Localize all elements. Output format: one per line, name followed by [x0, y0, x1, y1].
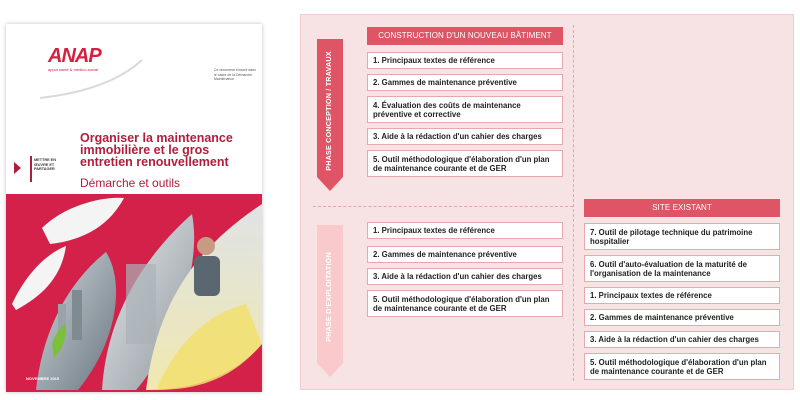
construction-header: CONSTRUCTION D'UN NOUVEAU BÂTIMENT — [367, 27, 563, 45]
existing-item-2[interactable]: 6. Outil d'auto-évaluation de la maturité de l'organisation de la maintenance — [584, 255, 780, 282]
construction-item-1[interactable]: 1. Principaux textes de référence — [367, 52, 563, 69]
logo-tagline: appui santé & médico-social — [48, 67, 99, 72]
phase-conception-label: PHASE CONCEPTION / TRAVAUX — [324, 51, 333, 171]
cover-title: Organiser la maintenance immobilière et le gros entretien renouvellement — [80, 131, 233, 169]
cover-photo-collage — [6, 194, 262, 392]
cover-date: NOVEMBRE 2015 — [26, 376, 60, 381]
logo-text: ANAP — [48, 45, 101, 67]
existing-item-3[interactable]: 1. Principaux textes de référence — [584, 287, 780, 304]
existing-item-6[interactable]: 5. Outil méthodologique d'élaboration d'un plan de maintenance courante et de GER — [584, 353, 780, 380]
side-marker — [6, 156, 32, 182]
construction-item-2[interactable]: 2. Gammes de maintenance préventive — [367, 74, 563, 91]
maintenance-diagram — [300, 14, 794, 390]
existing-item-1[interactable]: 7. Outil de pilotage technique du patrimoine hospitalier — [584, 223, 780, 250]
phase-exploitation-label: PHASE D'EXPLOITATION — [324, 252, 333, 342]
exploitation-item-3[interactable]: 3. Aide à la rédaction d'un cahier des charges — [367, 268, 563, 285]
exploitation-item-1[interactable]: 1. Principaux textes de référence — [367, 222, 563, 239]
construction-item-4[interactable]: 3. Aide à la rédaction d'un cahier des charges — [367, 128, 563, 145]
phase-divider — [313, 206, 573, 207]
exploitation-item-4[interactable]: 5. Outil méthodologique d'élaboration d'un plan de maintenance courante et de GER — [367, 290, 563, 317]
phase-exploitation-arrow — [317, 225, 343, 377]
construction-item-3[interactable]: 4. Évaluation des coûts de maintenance préventive et corrective — [367, 96, 563, 123]
existing-site-header: SITE EXISTANT — [584, 199, 780, 217]
arrow-right-icon — [14, 162, 21, 174]
logo-swoosh-icon — [36, 58, 146, 102]
document-cover[interactable] — [6, 24, 262, 392]
cover-subtitle: Démarche et outils — [80, 176, 181, 190]
construction-item-5[interactable]: 5. Outil méthodologique d'élaboration d'un plan de maintenance courante et de GER — [367, 150, 563, 177]
side-label: METTRE EN ŒUVRE ET PARTAGER — [34, 158, 56, 171]
existing-item-5[interactable]: 3. Aide à la rédaction d'un cahier des charges — [584, 331, 780, 348]
existing-item-4[interactable]: 2. Gammes de maintenance préventive — [584, 309, 780, 326]
exploitation-item-2[interactable]: 2. Gammes de maintenance préventive — [367, 246, 563, 263]
document-note: Ce document s'inscrit dans le cadre de la Démarche Maintenance — [214, 68, 256, 81]
phase-conception-arrow — [317, 39, 343, 191]
site-divider — [573, 25, 574, 381]
